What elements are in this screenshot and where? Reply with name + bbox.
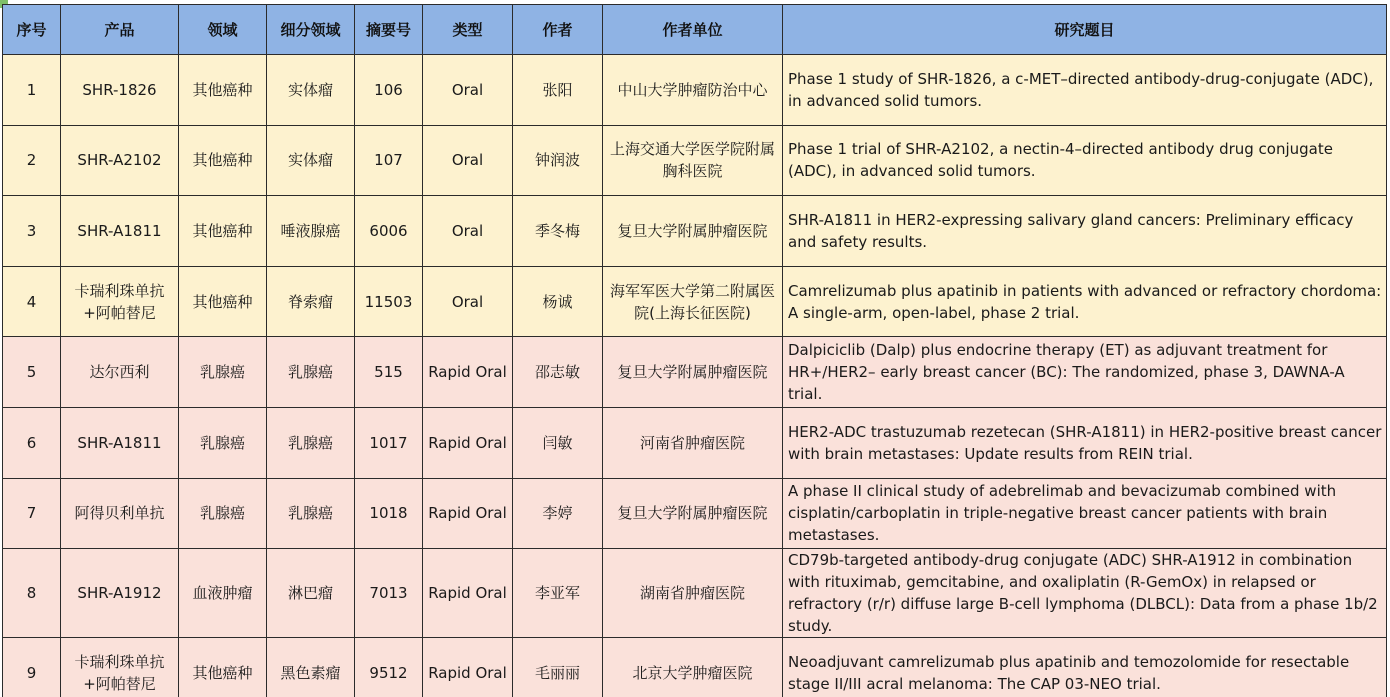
cell-field: 乳腺癌 <box>179 337 267 408</box>
cell-field: 乳腺癌 <box>179 478 267 549</box>
cell-affiliation: 北京大学肿瘤医院 <box>603 638 783 697</box>
cell-product: 卡瑞利珠单抗+阿帕替尼 <box>61 638 179 697</box>
cell-field: 其他癌种 <box>179 266 267 337</box>
cell-affiliation: 复旦大学附属肿瘤医院 <box>603 337 783 408</box>
header-no: 序号 <box>3 5 61 55</box>
cell-title: SHR-A1811 in HER2-expressing salivary gland cancers: Preliminary efficacy and safety results. <box>783 196 1387 267</box>
cell-subfield: 淋巴瘤 <box>267 549 355 638</box>
cell-product: 达尔西利 <box>61 337 179 408</box>
header-field: 领域 <box>179 5 267 55</box>
cell-affiliation: 中山大学肿瘤防治中心 <box>603 55 783 126</box>
cell-author: 钟润波 <box>513 125 603 196</box>
cell-abstract: 107 <box>355 125 423 196</box>
cell-field: 其他癌种 <box>179 125 267 196</box>
table-row <box>3 55 1387 126</box>
header-abstract: 摘要号 <box>355 5 423 55</box>
cell-type: Rapid Oral <box>423 549 513 638</box>
header-subfield: 细分领域 <box>267 5 355 55</box>
table-row <box>3 549 1387 638</box>
table-row <box>3 196 1387 267</box>
cell-no: 1 <box>3 55 61 126</box>
cell-subfield: 黑色素瘤 <box>267 638 355 697</box>
cell-title: Dalpiciclib (Dalp) plus endocrine therapy (ET) as adjuvant treatment for HR+/HER2– early breast cancer (BC): The randomized, phase 3, DAWNA-A trial. <box>783 337 1387 408</box>
cell-author: 季冬梅 <box>513 196 603 267</box>
header-title: 研究题目 <box>783 5 1387 55</box>
cell-title: Camrelizumab plus apatinib in patients with advanced or refractory chordoma: A single-arm, open-label, phase 2 trial. <box>783 266 1387 337</box>
cell-type: Rapid Oral <box>423 638 513 697</box>
cell-product: SHR-A1912 <box>61 549 179 638</box>
cell-affiliation: 复旦大学附属肿瘤医院 <box>603 196 783 267</box>
cell-subfield: 乳腺癌 <box>267 478 355 549</box>
cell-field: 其他癌种 <box>179 638 267 697</box>
cell-no: 8 <box>3 549 61 638</box>
cell-no: 7 <box>3 478 61 549</box>
cell-affiliation: 上海交通大学医学院附属胸科医院 <box>603 125 783 196</box>
table-row <box>3 266 1387 337</box>
table-row <box>3 125 1387 196</box>
cell-subfield: 实体瘤 <box>267 125 355 196</box>
cell-type: Oral <box>423 266 513 337</box>
cell-no: 2 <box>3 125 61 196</box>
cell-field: 乳腺癌 <box>179 407 267 478</box>
cell-title: CD79b-targeted antibody-drug conjugate (ADC) SHR-A1912 in combination with rituximab, gemcitabine, and oxaliplatin (R-GemOx) in relapsed or refractory (r/r) diffuse large B-cell lymphoma (DLBCL): Data from a phase 1b/2 study. <box>783 549 1387 638</box>
cell-field: 其他癌种 <box>179 55 267 126</box>
cell-product: 阿得贝利单抗 <box>61 478 179 549</box>
cell-title: Phase 1 trial of SHR-A2102, a nectin-4–directed antibody drug conjugate (ADC), in advanced solid tumors. <box>783 125 1387 196</box>
cell-field: 血液肿瘤 <box>179 549 267 638</box>
cell-no: 5 <box>3 337 61 408</box>
cell-no: 4 <box>3 266 61 337</box>
table-row <box>3 407 1387 478</box>
cell-author: 邵志敏 <box>513 337 603 408</box>
cell-title: Neoadjuvant camrelizumab plus apatinib and temozolomide for resectable stage II/III acral melanoma: The CAP 03-NEO trial. <box>783 638 1387 697</box>
header-product: 产品 <box>61 5 179 55</box>
cell-subfield: 唾液腺癌 <box>267 196 355 267</box>
cell-abstract: 9512 <box>355 638 423 697</box>
cell-product: 卡瑞利珠单抗+阿帕替尼 <box>61 266 179 337</box>
cell-type: Rapid Oral <box>423 407 513 478</box>
cell-abstract: 11503 <box>355 266 423 337</box>
cell-abstract: 6006 <box>355 196 423 267</box>
header-row <box>3 5 1387 55</box>
cell-subfield: 乳腺癌 <box>267 407 355 478</box>
table-row <box>3 638 1387 697</box>
cell-no: 3 <box>3 196 61 267</box>
cell-abstract: 1017 <box>355 407 423 478</box>
cell-title: HER2-ADC trastuzumab rezetecan (SHR-A1811) in HER2-positive breast cancer with brain metastases: Update results from REIN trial. <box>783 407 1387 478</box>
cell-title: A phase II clinical study of adebrelimab and bevacizumab combined with cisplatin/carboplatin in triple-negative breast cancer patients with brain metastases. <box>783 478 1387 549</box>
cell-author: 李亚军 <box>513 549 603 638</box>
cell-affiliation: 复旦大学附属肿瘤医院 <box>603 478 783 549</box>
cell-abstract: 7013 <box>355 549 423 638</box>
cell-abstract: 1018 <box>355 478 423 549</box>
cell-type: Oral <box>423 196 513 267</box>
cell-author: 张阳 <box>513 55 603 126</box>
table-row <box>3 478 1387 549</box>
cell-type: Rapid Oral <box>423 478 513 549</box>
cell-subfield: 脊索瘤 <box>267 266 355 337</box>
research-table-container <box>2 4 1386 697</box>
cell-title: Phase 1 study of SHR-1826, a c-MET–directed antibody-drug-conjugate (ADC), in advanced solid tumors. <box>783 55 1387 126</box>
cell-no: 9 <box>3 638 61 697</box>
cell-author: 李婷 <box>513 478 603 549</box>
cell-subfield: 实体瘤 <box>267 55 355 126</box>
cell-type: Oral <box>423 125 513 196</box>
cell-type: Rapid Oral <box>423 337 513 408</box>
cell-author: 毛丽丽 <box>513 638 603 697</box>
cell-field: 其他癌种 <box>179 196 267 267</box>
cell-author: 闫敏 <box>513 407 603 478</box>
cell-type: Oral <box>423 55 513 126</box>
header-author: 作者 <box>513 5 603 55</box>
cell-product: SHR-1826 <box>61 55 179 126</box>
cell-affiliation: 河南省肿瘤医院 <box>603 407 783 478</box>
header-affiliation: 作者单位 <box>603 5 783 55</box>
cell-product: SHR-A1811 <box>61 196 179 267</box>
cell-subfield: 乳腺癌 <box>267 337 355 408</box>
cell-abstract: 515 <box>355 337 423 408</box>
cell-product: SHR-A2102 <box>61 125 179 196</box>
table-row <box>3 337 1387 408</box>
cell-abstract: 106 <box>355 55 423 126</box>
cell-no: 6 <box>3 407 61 478</box>
cell-product: SHR-A1811 <box>61 407 179 478</box>
cell-affiliation: 湖南省肿瘤医院 <box>603 549 783 638</box>
cell-author: 杨诚 <box>513 266 603 337</box>
header-type: 类型 <box>423 5 513 55</box>
cell-affiliation: 海军军医大学第二附属医院(上海长征医院) <box>603 266 783 337</box>
research-table <box>2 4 1387 697</box>
